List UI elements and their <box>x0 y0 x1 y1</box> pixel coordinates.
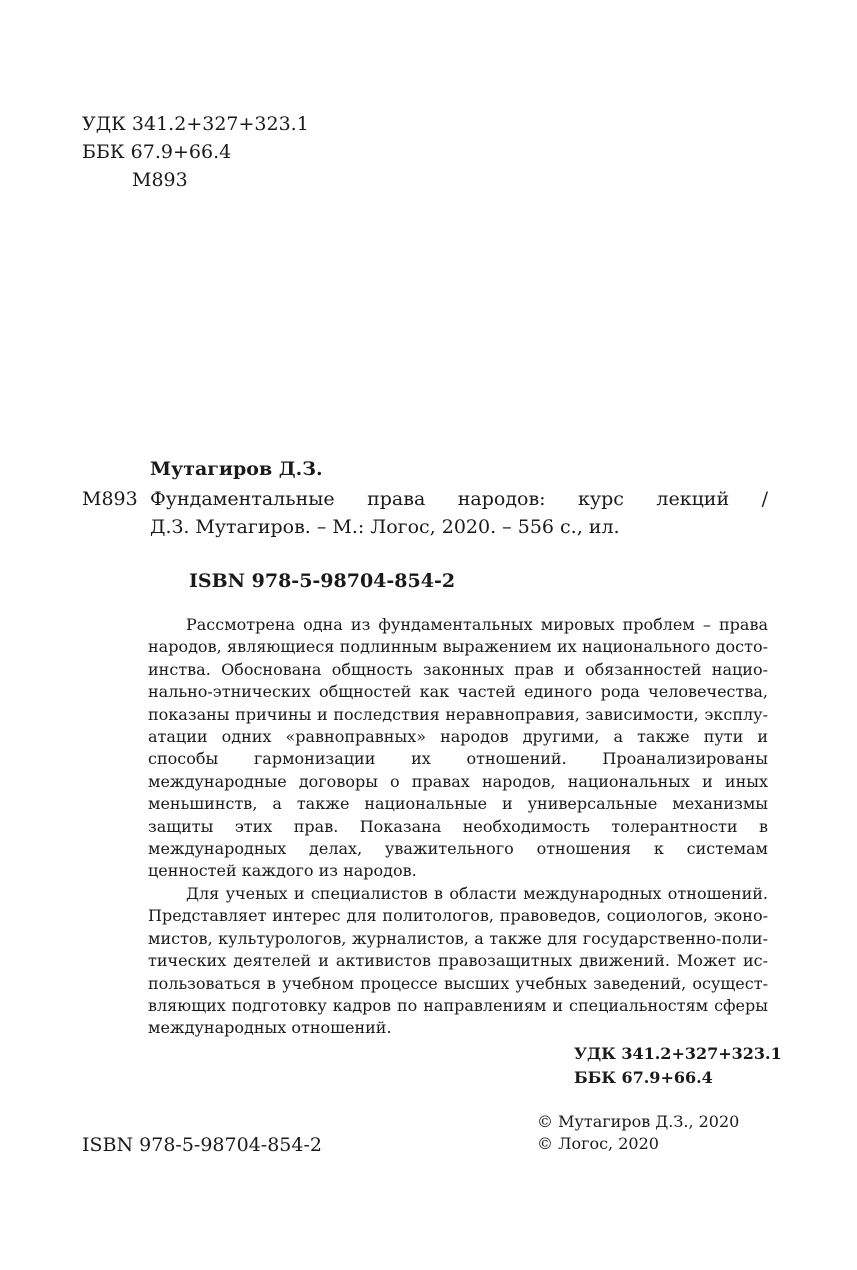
author-mark: М893 <box>132 169 188 191</box>
classification-codes-header <box>82 110 309 194</box>
author-name: Мутагиров Д.З. <box>150 458 323 480</box>
title-line-1: Фундаментальные права народов: курс лекций / <box>150 488 768 510</box>
footer-bbk-code: ББК 67.9+66.4 <box>574 1068 713 1087</box>
bbk-code: ББК 67.9+66.4 <box>82 141 232 163</box>
copyright-publisher: © Логос, 2020 <box>537 1134 659 1153</box>
footer-udk-code: УДК 341.2+327+323.1 <box>574 1044 782 1063</box>
annotation <box>148 614 768 1040</box>
title-line-2: Д.З. Мутагиров. – М.: Логос, 2020. – 556 с., ил. <box>150 516 620 538</box>
bibliographic-title <box>150 485 768 541</box>
isbn-main: ISBN 978-5-98704-854-2 <box>189 570 456 592</box>
copyright-block <box>537 1111 739 1155</box>
classification-codes-footer <box>574 1042 782 1090</box>
isbn-footer: ISBN 978-5-98704-854-2 <box>82 1134 322 1156</box>
record-author-mark: М893 <box>82 488 138 510</box>
copyright-author: © Мутагиров Д.З., 2020 <box>537 1112 740 1131</box>
annotation-paragraph-2: Для ученых и специалистов в области международных отношений. Представляет интерес для политологов, правоведов, социологов, экономистов, культурологов, журналистов, а также для государственно-политических деятелей и активистов правозащитных движений. Может использоваться в учебном процессе высших учебных заведений, осуществляющих подготовку кадров по направлениям и специальностям сферы международных отношений. <box>148 883 768 1038</box>
annotation-paragraph-1: Рассмотрена одна из фундаментальных мировых проблем – права народов, являющиеся подлинным выражением их национального достоинства. Обоснована общность законных прав и обязанностей национально-этнических общностей как частей единого рода человечества, показаны причины и последствия неравноправия, зависимости, эксплуатации одних «равноправных» народов другими, а также пути и способы гармонизации их отношений. Проанализированы международные договоры о правах народов, национальных и иных меньшинств, а также национальные и универсальные механизмы защиты этих прав. Показана необходимость толерантности в международных делах, уважительного отношения к системам ценностей каждого из народов. <box>148 615 768 881</box>
udk-code: УДК 341.2+327+323.1 <box>82 113 309 135</box>
